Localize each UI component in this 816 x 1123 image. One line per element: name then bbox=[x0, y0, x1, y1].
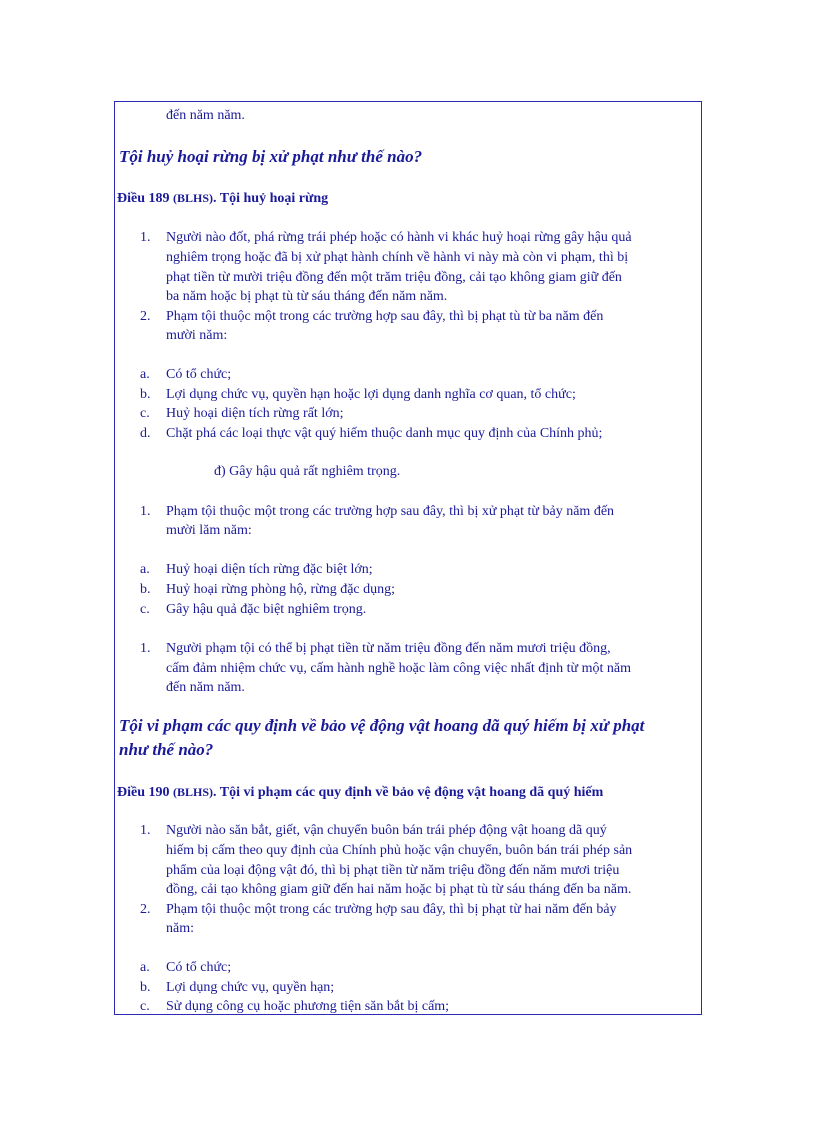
article-number: Điều 189 bbox=[117, 191, 170, 206]
article-189-title bbox=[117, 188, 328, 209]
item-line: Người phạm tội có thể bị phạt tiền từ năm triệu đồng đến năm mươi triệu đồng, bbox=[166, 641, 611, 656]
section-heading-wildlife: Tội vi phạm các quy định về bảo vệ động vật hoang dã quý hiếm bị xử phạt bbox=[119, 716, 645, 735]
sub-marker: a. bbox=[140, 367, 150, 382]
sub-item: Có tổ chức; bbox=[166, 367, 232, 382]
sub-item-dd: đ) Gây hậu quả rất nghiêm trọng. bbox=[214, 464, 401, 479]
sub-marker: b. bbox=[140, 582, 151, 597]
sub-marker: c. bbox=[140, 602, 150, 617]
document-frame bbox=[114, 101, 702, 1015]
sub-marker: b. bbox=[140, 980, 151, 995]
sub-item: Lợi dụng chức vụ, quyền hạn hoặc lợi dụng danh nghĩa cơ quan, tổ chức; bbox=[166, 387, 576, 402]
item-marker: 2. bbox=[140, 902, 151, 917]
item-line: ba năm hoặc bị phạt tù từ sáu tháng đến năm năm. bbox=[166, 289, 448, 304]
item-line: phạt tiền từ mười triệu đồng đến một trăm triệu đồng, cải tạo không giam giữ đến bbox=[166, 270, 622, 285]
item-line: hiếm bị cấm theo quy định của Chính phủ hoặc vận chuyển, buôn bán trái phép sản bbox=[166, 843, 633, 858]
item-marker: 2. bbox=[140, 309, 151, 324]
item-line: năm: bbox=[166, 921, 194, 936]
sub-item: Huỷ hoại diện tích rừng đặc biệt lớn; bbox=[166, 562, 373, 577]
sub-marker: a. bbox=[140, 960, 150, 975]
article-190-title bbox=[117, 782, 603, 803]
item-line: đến năm năm. bbox=[166, 680, 245, 695]
sub-marker: c. bbox=[140, 406, 150, 421]
item-marker: 1. bbox=[140, 641, 151, 656]
item-line: cấm đảm nhiệm chức vụ, cấm hành nghề hoặc làm công việc nhất định từ một năm bbox=[166, 661, 631, 676]
sub-marker: a. bbox=[140, 562, 150, 577]
item-line: Người nào đốt, phá rừng trái phép hoặc có hành vi khác huỷ hoại rừng gây hậu quả bbox=[166, 230, 632, 245]
item-line: mười lăm năm: bbox=[166, 523, 252, 538]
item-line: Phạm tội thuộc một trong các trường hợp sau đây, thì bị phạt tù từ ba năm đến bbox=[166, 309, 604, 324]
sub-item: Chặt phá các loại thực vật quý hiếm thuộc danh mục quy định của Chính phủ; bbox=[166, 426, 603, 441]
sub-item: Huỷ hoại diện tích rừng rất lớn; bbox=[166, 406, 344, 421]
section-heading-forest: Tội huỷ hoại rừng bị xử phạt như thế nào? bbox=[119, 147, 423, 166]
sub-item: Có tổ chức; bbox=[166, 960, 232, 975]
section-heading-wildlife-cont: như thế nào? bbox=[119, 740, 214, 759]
item-line: Phạm tội thuộc một trong các trường hợp sau đây, thì bị phạt từ hai năm đến bảy bbox=[166, 902, 617, 917]
article-source: (BLHS) bbox=[173, 785, 214, 799]
article-name: . Tội huỷ hoại rừng bbox=[213, 191, 329, 206]
item-line: phẩm của loại động vật đó, thì bị phạt tiền từ năm triệu đồng đến năm mươi triệu bbox=[166, 863, 620, 878]
continuation-text: đến năm năm. bbox=[166, 108, 245, 123]
item-line: nghiêm trọng hoặc đã bị xử phạt hành chính về hành vi này mà còn vi phạm, thì bị bbox=[166, 250, 629, 265]
sub-marker: d. bbox=[140, 426, 151, 441]
item-line: Người nào săn bắt, giết, vận chuyển buôn bán trái phép động vật hoang dã quý bbox=[166, 823, 607, 838]
sub-item: Lợi dụng chức vụ, quyền hạn; bbox=[166, 980, 335, 995]
item-line: đồng, cải tạo không giam giữ đến hai năm hoặc bị phạt tù từ sáu tháng đến ba năm. bbox=[166, 882, 632, 897]
sub-marker: c. bbox=[140, 999, 150, 1014]
item-marker: 1. bbox=[140, 823, 151, 838]
sub-item: Sử dụng công cụ hoặc phương tiện săn bắt bị cấm; bbox=[166, 999, 450, 1014]
article-source: (BLHS) bbox=[173, 191, 214, 205]
sub-marker: b. bbox=[140, 387, 151, 402]
item-line: Phạm tội thuộc một trong các trường hợp sau đây, thì bị xử phạt từ bảy năm đến bbox=[166, 504, 615, 519]
sub-item: Gây hậu quả đặc biệt nghiêm trọng. bbox=[166, 602, 367, 617]
item-line: mười năm: bbox=[166, 328, 228, 343]
article-name: . Tội vi phạm các quy định về bảo vệ động vật hoang dã quý hiếm bbox=[213, 785, 604, 800]
item-marker: 1. bbox=[140, 504, 151, 519]
sub-item: Huỷ hoại rừng phòng hộ, rừng đặc dụng; bbox=[166, 582, 396, 597]
article-number: Điều 190 bbox=[117, 785, 170, 800]
item-marker: 1. bbox=[140, 230, 151, 245]
